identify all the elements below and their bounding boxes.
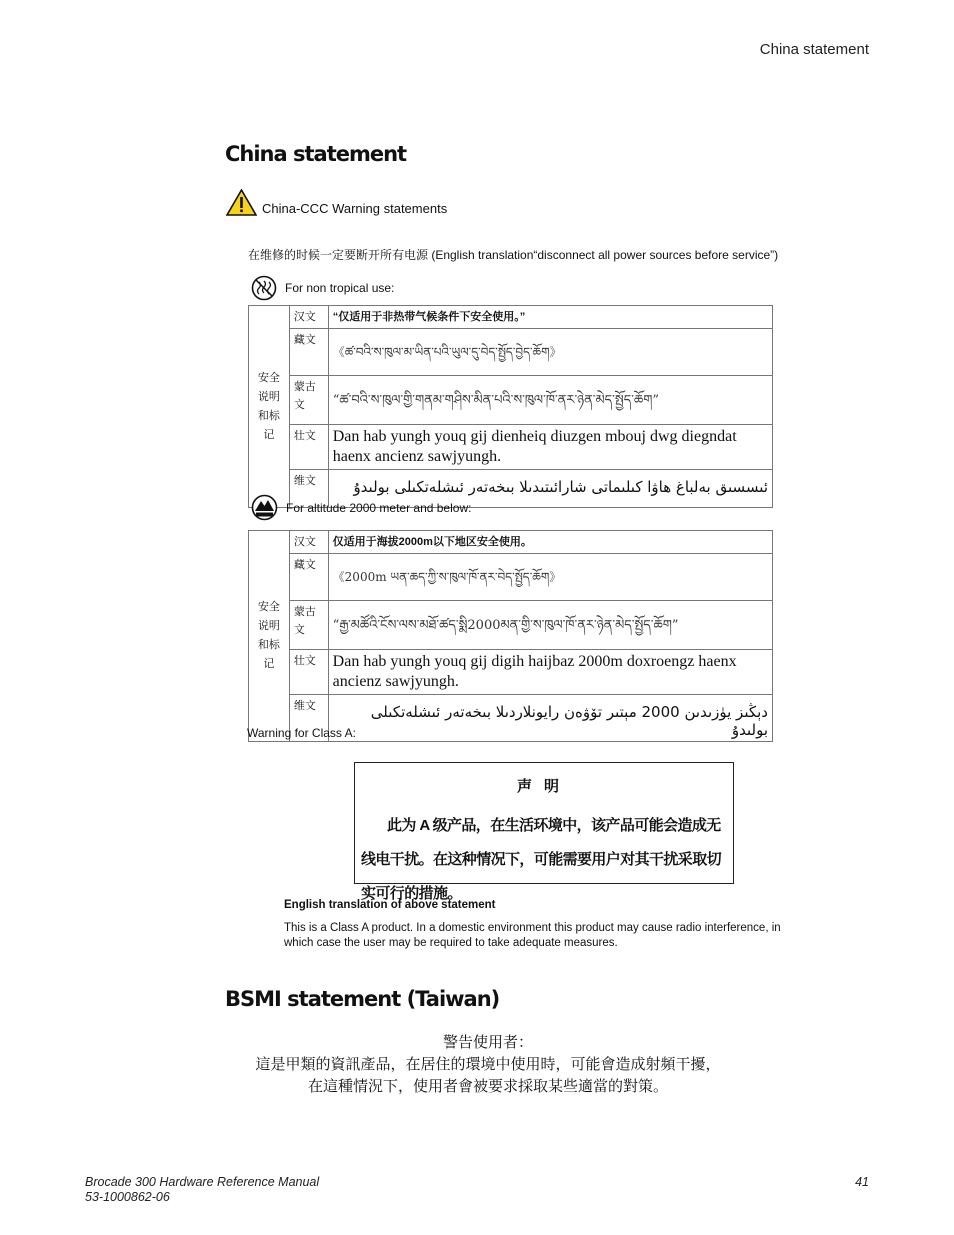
non-tropical-marking-table: 安全 说明 和标 记 汉文 “仅适用于非热带气候条件下安全使用。” 藏文 《ཚ་བའི་ས་ཁུལ་མ་ཡིན་པའི་ཡུལ་དུ་བེད་སྤྱོད་བྱེད་ཆོག》 蒙古文 “ཚ་བའི་ས་ཁུལ་གྱི་གནམ་གཤིས་མིན་པའི་ས་ཁུལ་ཁོ་ནར་ཉེན་མེད་སྤྱོད་ཆོག” 壮文 Dan hab yungh youq gij dienheiq diuzgen mbouj dwg diegndat haenx ancienz sawjyungh. 维文 ئىسسىق بەلباغ ھاۋا كىلىماتى شارائىتىدىلا بىخەتەر ئىشلەتكىلى بولىدۇ xyxy=(248,305,773,508)
uyghur-text: ئىسسىق بەلباغ ھاۋا كىلىماتى شارائىتىدىلا بىخەتەر ئىشلەتكىلى بولىدۇ xyxy=(328,470,772,508)
service-disconnect-line: 在维修的时候一定要断开所有电源 (English translation“disconnect all power sources before service”) xyxy=(248,248,779,262)
chinese-text: 仅适用于海拔2000m以下地区安全使用。 xyxy=(328,531,772,554)
altitude-2000m-icon xyxy=(251,494,278,521)
warning-triangle-icon xyxy=(226,189,257,216)
china-statement-heading: China statement xyxy=(225,142,407,166)
mongolian-text: “རྒྱ་མཚོའི་ངོས་ལས་མཐོ་ཚད་སྨི2000མན་གྱི་ས་ཁུལ་ཁོ་ནར་ཉེན་མེད་སྤྱོད་ཆོག” xyxy=(328,601,772,650)
class-a-label: Warning for Class A: xyxy=(247,726,356,740)
non-tropical-label: For non tropical use: xyxy=(285,281,395,295)
footer-page-number: 41 xyxy=(855,1175,869,1189)
footer-manual-title: Brocade 300 Hardware Reference Manual xyxy=(85,1175,320,1189)
ccc-warning-row xyxy=(226,189,447,216)
uyghur-text: دېڭىز يۈزىدىن 2000 مېتىر تۆۋەن رايونلاردىلا بىخەتەر ئىشلەتكىلى بولىدۇ xyxy=(328,695,772,742)
altitude-row xyxy=(251,494,471,521)
class-a-declaration-box xyxy=(354,762,734,902)
footer-doc-number: 53-1000862-06 xyxy=(85,1190,170,1204)
running-header: China statement xyxy=(759,41,869,58)
altitude-marking-table: 安全 说明 和标 记 汉文 仅适用于海拔2000m以下地区安全使用。 藏文 《2000m ཡན་ཆད་ཀྱི་ས་ཁུལ་ཁོ་ནར་བེད་སྤྱོད་ཆོག》 蒙古文 “རྒྱ་མཚོའི་ངོས་ལས་མཐོ་ཚད་སྨི2000མན་གྱི་ས་ཁུལ་ཁོ་ནར་ཉེན་མེད་སྤྱོད་ཆོག” 壮文 Dan hab yungh youq gij digih haijbaz 2000m doxroengz haenx ancienz sawjyungh. 维文 دېڭىز يۈزىدىن 2000 مېتىر تۆۋەن رايونلاردىلا بىخەتەر ئىشلەتكىلى بولىدۇ xyxy=(248,530,773,742)
non-tropical-climate-icon xyxy=(251,275,277,301)
safety-marking-label: 安全 说明 和标 记 xyxy=(249,531,290,742)
tibetan-text: 《ཚ་བའི་ས་ཁུལ་མ་ཡིན་པའི་ཡུལ་དུ་བེད་སྤྱོད་བྱེད་ཆོག》 xyxy=(328,329,772,376)
declaration-text: 此为 A 级产品，在生活环境中，该产品可能会造成无线电干扰。在这种情况下，可能需要用户对其干扰采取切实可行的措施。 xyxy=(361,817,722,902)
english-translation-text: This is a Class A product. In a domestic environment this product may cause radio interference, in which case the user may be required to take adequate measures. xyxy=(284,922,781,949)
mongolian-text: “ཚ་བའི་ས་ཁུལ་གྱི་གནམ་གཤིས་མིན་པའི་ས་ཁུལ་ཁོ་ནར་ཉེན་མེད་སྤྱོད་ཆོག” xyxy=(328,376,772,425)
safety-marking-label: 安全 说明 和标 记 xyxy=(249,306,290,508)
english-translation-title: English translation of above statement xyxy=(284,899,496,911)
altitude-label: For altitude 2000 meter and below: xyxy=(286,500,472,515)
bsmi-heading: BSMI statement (Taiwan) xyxy=(225,987,500,1011)
ccc-warning-label: China-CCC Warning statements xyxy=(262,201,448,216)
declaration-title: 声明 xyxy=(516,778,571,795)
bsmi-statement-text: 警告使用者： 這是甲類的資訊產品，在居住的環境中使用時，可能會造成射頻干擾， 在這種情況下，使用者會被要求採取某些適當的對策。 xyxy=(255,1033,721,1095)
zhuang-text: Dan hab yungh youq gij digih haijbaz 2000m doxroengz haenx ancienz sawjyungh. xyxy=(328,650,772,695)
zhuang-text: Dan hab yungh youq gij dienheiq diuzgen mbouj dwg diegndat haenx ancienz sawjyungh. xyxy=(328,425,772,470)
chinese-text: “仅适用于非热带气候条件下安全使用。” xyxy=(328,306,772,329)
tibetan-text: 《2000m ཡན་ཆད་ཀྱི་ས་ཁུལ་ཁོ་ནར་བེད་སྤྱོད་ཆོག》 xyxy=(328,554,772,601)
non-tropical-row xyxy=(251,275,394,301)
